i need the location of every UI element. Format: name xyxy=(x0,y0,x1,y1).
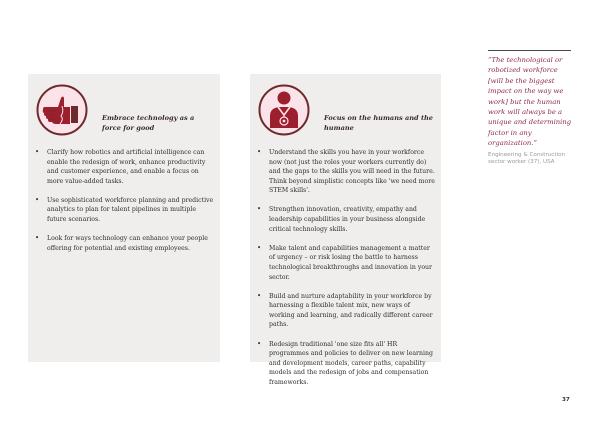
bullet-list xyxy=(256,148,435,397)
bullet-item: • Use sophisticated workforce planning and predictive analytics to plan for talent pipelines in multiple future scenarios. xyxy=(34,196,214,225)
pull-quote xyxy=(488,50,574,167)
panel-header xyxy=(258,84,433,146)
quote-text: “The technological or robotized workforce [will be the biggest impact on the way we work] but the human work will always be a unique and determining factor in any organization.” xyxy=(488,56,572,148)
bullet-item: • Strengthen innovation, creativity, empathy and leadership capabilities in your business alongside critical technology skills. xyxy=(256,205,435,234)
bullet-item: • Redesign traditional 'one size fits all' HR programmes and policies to deliver on new learning and development models, career paths, capability models and the redesign of jobs and compensation frameworks. xyxy=(256,340,435,388)
quote-attribution: Engineering & Construction sector worker (37), USA xyxy=(488,151,566,166)
panel-focus-humans xyxy=(250,74,441,386)
bullet-item: • Build and nurture adaptability in your workforce by harnessing a flexible talent mix, new ways of working and learning, and radically different career paths. xyxy=(256,292,435,330)
panel-header xyxy=(36,84,212,146)
panel-title: Focus on the humans and the humane xyxy=(324,114,433,132)
person-medal-icon xyxy=(258,84,310,136)
bullet-item: • Understand the skills you have in your workforce now (not just the roles your workers currently do) and the gaps to the skills you will need in the future. Think beyond simplistic concepts like 'we need more STEM skills'. xyxy=(256,148,435,196)
thumbs-up-icon xyxy=(36,84,88,136)
bullet-list xyxy=(34,148,214,263)
panel-title: Embrace technology as a force for good xyxy=(102,114,195,132)
quote-divider xyxy=(488,50,571,51)
bullet-item: • Make talent and capabilities management a matter of urgency – or risk losing the battle to harness technological breakthroughs and innovation in your sector. xyxy=(256,244,435,282)
bullet-item: • Clarify how robotics and artificial intelligence can enable the redesign of work, enhance productivity and customer experience, and enable a focus on more value-added tasks. xyxy=(34,148,214,186)
bullet-item: • Look for ways technology can enhance your people offering for potential and existing employees. xyxy=(34,234,214,253)
page-number: 37 xyxy=(562,397,570,403)
panel-embrace-technology xyxy=(28,74,220,362)
